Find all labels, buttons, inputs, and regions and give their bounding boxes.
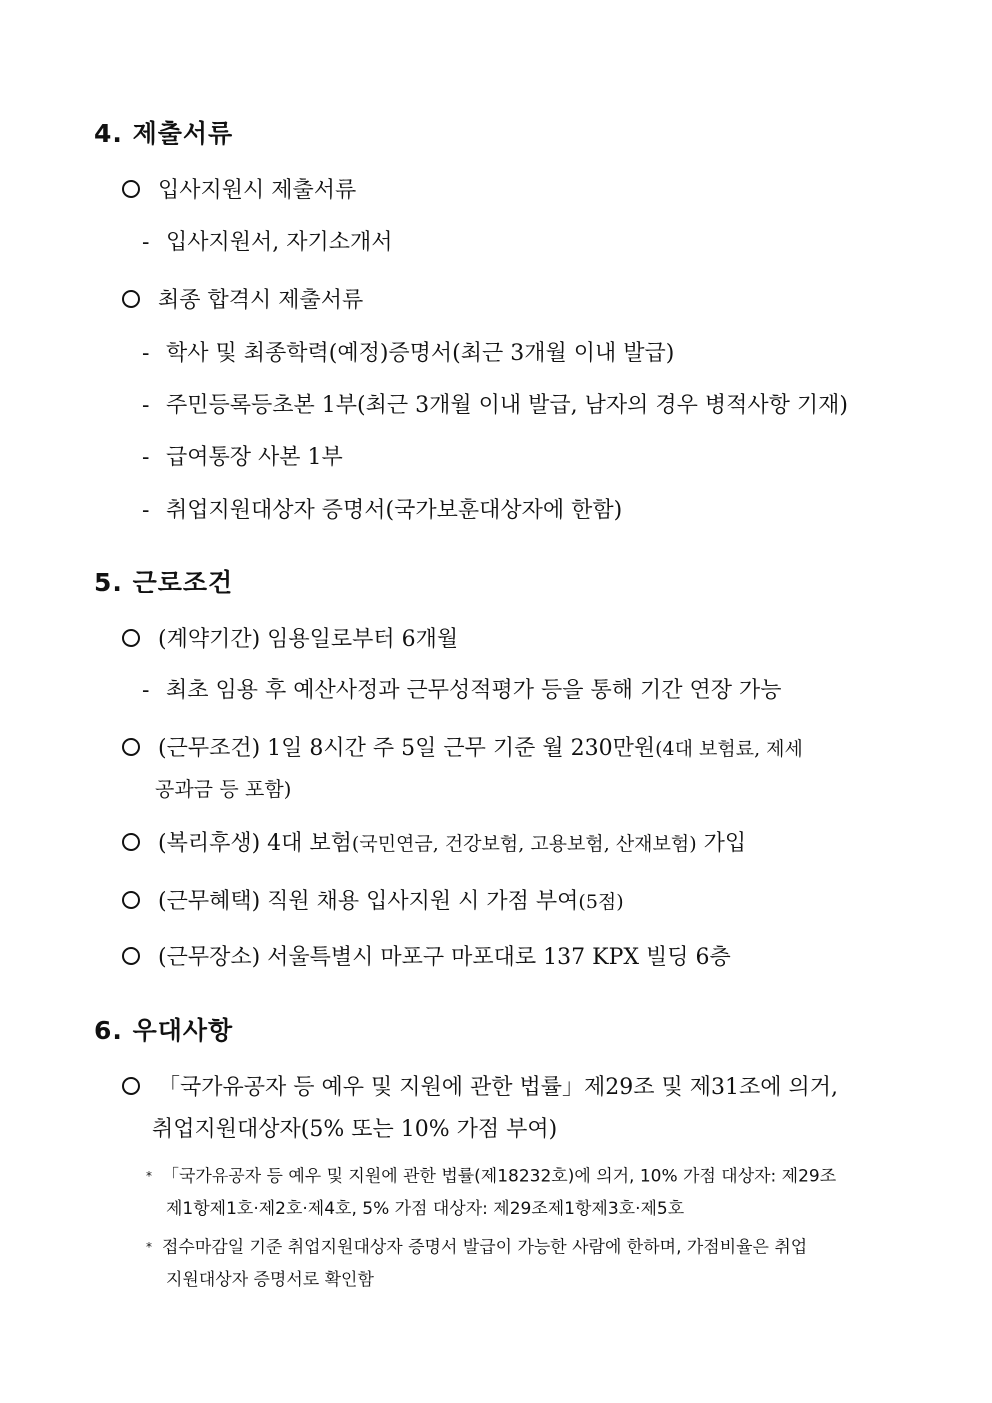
dash-text: 최초 임용 후 예산사정과 근무성적평가 등을 통해 기간 연장 가능 [166,678,782,703]
circle-bullet-icon [122,738,140,756]
dash-mark: - [142,230,150,255]
circle-bullet-icon [122,629,140,647]
bullet-application-docs [122,171,356,211]
bullet-continuation: 취업지원대상자(5% 또는 10% 가점 부여) [152,1117,558,1142]
bullet-small-text: (4대 보험료, 제세 [655,738,803,760]
bullet-small-text: (국민연금, 건강보험, 고용보험, 산재보험) [351,833,697,855]
dash-mark: - [142,393,150,418]
dash-item [142,336,674,372]
dash-text: 학사 및 최종학력(예정)증명서(최근 3개월 이내 발급) [166,341,675,366]
dash-text: 급여통장 사본 1부 [166,445,343,470]
bullet-work-conditions [122,729,803,769]
footnote-continuation: 지원대상자 증명서로 확인함 [166,1270,374,1290]
circle-bullet-icon [122,290,140,308]
section-6-title: 6. 우대사항 [94,1016,234,1045]
circle-bullet-icon [122,947,140,965]
footnote-star: * [146,1240,152,1254]
dash-text: 입사지원서, 자기소개서 [166,230,393,255]
bullet-text: (근무조건) 1일 8시간 주 5일 근무 기준 월 230만원 [158,736,656,761]
dash-mark: - [142,678,150,703]
dash-text: 주민등록등초본 1부(최근 3개월 이내 발급, 남자의 경우 병적사항 기재) [166,393,848,418]
dash-mark: - [142,498,150,523]
dash-text: 취업지원대상자 증명서(국가보훈대상자에 한함) [166,498,623,523]
circle-bullet-icon [122,891,140,909]
bullet-small-text: (5점) [578,891,624,913]
dash-item [142,388,848,424]
dash-item [142,440,343,476]
bullet-continuation: 공과금 등 포함) [155,777,292,801]
circle-bullet-icon [122,1077,140,1095]
footnote [146,1231,906,1265]
footnote-text: 「국가유공자 등 예우 및 지원에 관한 법률(제18232호)에 의거, 10% 가점 대상자: 제29조 [162,1166,837,1187]
dash-item [142,673,782,709]
bullet-final-docs [122,281,363,321]
dash-item [142,493,622,529]
bullet-text: 최종 합격시 제출서류 [158,288,364,313]
bullet-benefit [122,882,624,922]
bullet-location [122,938,731,978]
circle-bullet-icon [122,833,140,851]
bullet-preference [122,1068,838,1108]
bullet-welfare [122,824,746,864]
dash-mark: - [142,445,150,470]
bullet-contract [122,620,458,660]
bullet-text: (근무혜택) 직원 채용 입사지원 시 가점 부여 [158,889,579,914]
bullet-text-end: 가입 [696,831,747,856]
footnote-text: 접수마감일 기준 취업지원대상자 증명서 발급이 가능한 사람에 한하며, 가점비율은 취업 [162,1237,808,1258]
footnote-star: * [146,1169,152,1183]
bullet-text: 「국가유공자 등 예우 및 지원에 관한 법률」제29조 및 제31조에 의거, [158,1075,838,1100]
bullet-text: (근무장소) 서울특별시 마포구 마포대로 137 KPX 빌딩 6층 [158,945,731,970]
bullet-text: (계약기간) 임용일로부터 6개월 [158,627,459,652]
circle-bullet-icon [122,180,140,198]
dash-item [142,225,393,261]
bullet-text: (복리후생) 4대 보험 [158,831,352,856]
section-4-title: 4. 제출서류 [94,119,234,148]
bullet-text: 입사지원시 제출서류 [158,178,357,203]
dash-mark: - [142,341,150,366]
footnote-continuation: 제1항제1호·제2호·제4호, 5% 가점 대상자: 제29조제1항제3호·제5호 [166,1199,685,1219]
section-5-title: 5. 근로조건 [94,568,234,597]
footnote [146,1160,906,1194]
